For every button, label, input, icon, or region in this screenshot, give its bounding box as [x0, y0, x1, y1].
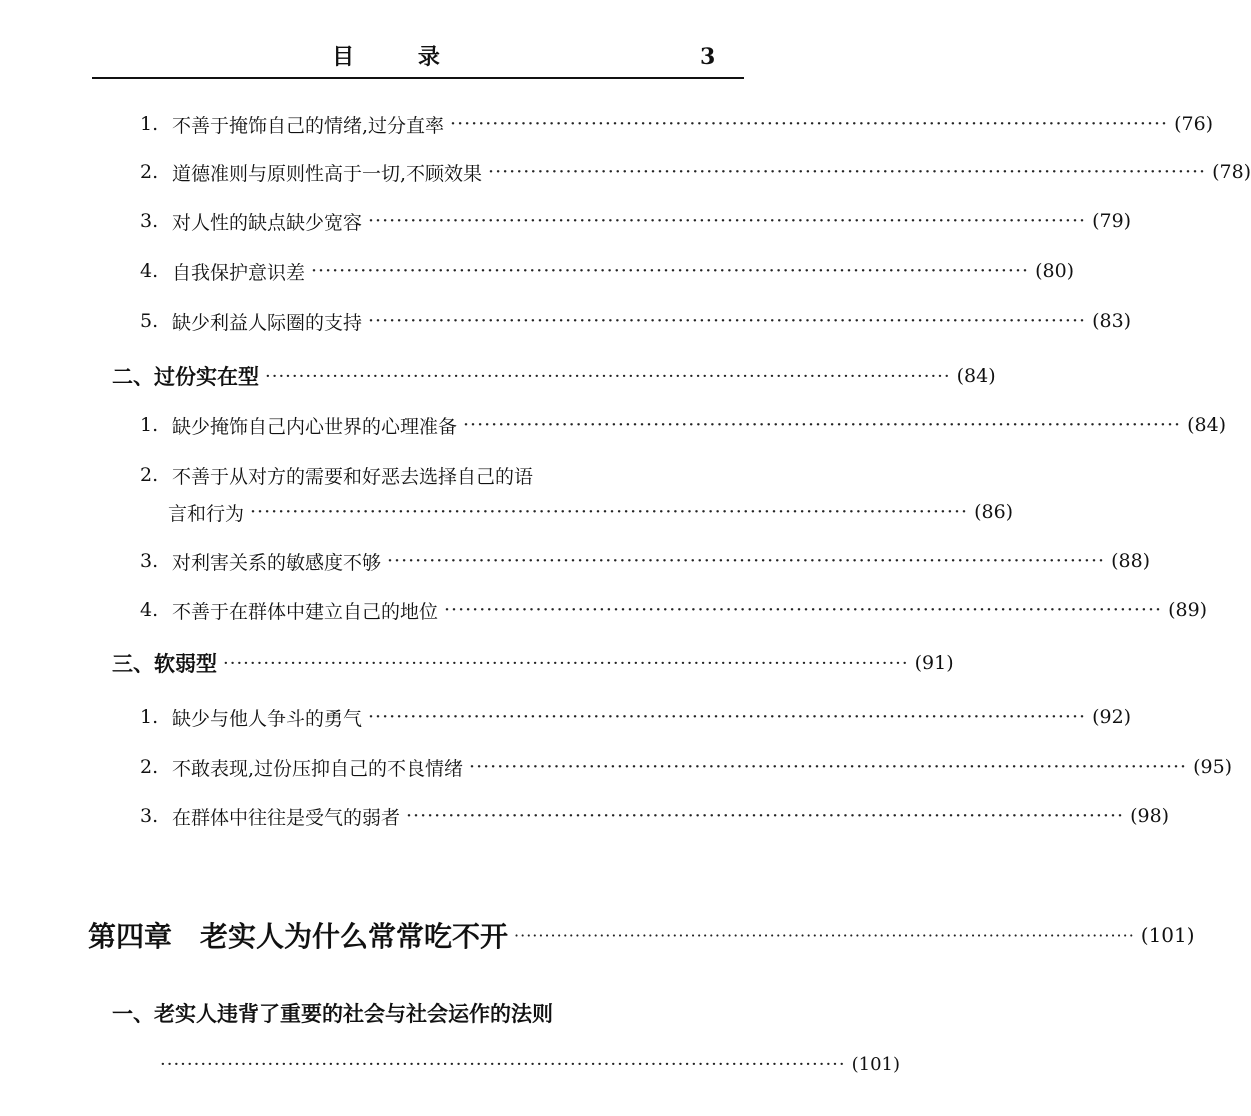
entry-page: (95)	[1193, 756, 1233, 778]
toc-entry[interactable]	[140, 301, 1132, 341]
page-number: 3	[700, 44, 716, 70]
entry-page: (89)	[1168, 599, 1208, 621]
entry-title: 不善于掩饰自己的情绪,过分直率	[172, 114, 445, 137]
entry-title: 在群体中往往是受气的弱者	[172, 806, 401, 829]
dot-leader: ······································································································	[450, 113, 1169, 135]
toc-entry[interactable]	[140, 541, 1151, 581]
entry-title: 缺少与他人争斗的勇气	[172, 707, 363, 730]
entry-number: 2.	[140, 161, 159, 183]
toc-entry[interactable]	[140, 152, 1251, 192]
dot-leader: ······································································································	[514, 925, 1135, 945]
entry-number: 5.	[140, 310, 159, 332]
section-page: (91)	[914, 652, 954, 674]
entry-number: 3.	[140, 805, 159, 827]
toc-entry[interactable]	[140, 590, 1208, 630]
entry-title: 自我保护意识差	[172, 261, 306, 284]
dot-leader: ······································································································	[368, 706, 1087, 728]
dot-leader: ······································································································	[265, 365, 951, 387]
entry-page: (86)	[974, 501, 1014, 523]
toc-entry[interactable]	[140, 455, 742, 495]
dot-leader: ······································································································	[368, 310, 1087, 332]
entry-page: (78)	[1212, 161, 1251, 183]
entry-number: 2.	[140, 464, 159, 486]
toc-entry[interactable]	[140, 697, 1132, 737]
entry-page: (80)	[1035, 260, 1075, 282]
entry-title: 不善于从对方的需要和好恶去选择自己的语	[172, 465, 534, 488]
entry-page: (84)	[1187, 414, 1227, 436]
toc-entry[interactable]	[140, 201, 1132, 241]
entry-title-continuation: 言和行为	[168, 502, 245, 525]
dot-leader: ······································································································	[469, 756, 1188, 778]
entry-number: 4.	[140, 599, 159, 621]
dot-leader: ······································································································	[444, 599, 1163, 621]
entry-title: 不敢表现,过份压抑自己的不良情绪	[172, 757, 464, 780]
entry-page: (79)	[1092, 210, 1132, 232]
entry-title: 对人性的缺点缺少宽容	[172, 211, 363, 234]
dot-leader: ······································································································	[311, 260, 1030, 282]
dot-leader: ······································································································	[160, 1053, 846, 1075]
top-margin	[0, 0, 828, 30]
running-header-title: 目 录	[332, 44, 468, 70]
toc-entry[interactable]	[140, 104, 1214, 144]
toc-chapter[interactable]	[88, 910, 1195, 960]
entry-page: (98)	[1130, 805, 1170, 827]
dot-leader: ······································································································	[223, 652, 909, 674]
entry-number: 3.	[140, 210, 159, 232]
chapter-title: 第四章 老实人为什么常常吃不开	[88, 920, 509, 953]
entry-title: 对利害关系的敏感度不够	[172, 551, 382, 574]
section-page: (101)	[851, 1053, 901, 1075]
dot-leader: ······································································································	[368, 210, 1087, 232]
entry-page: (88)	[1111, 550, 1151, 572]
entry-number: 1.	[140, 414, 159, 436]
toc-section[interactable]	[112, 643, 954, 683]
entry-title: 缺少掩饰自己内心世界的心理准备	[172, 415, 458, 438]
toc-entry[interactable]	[140, 796, 1170, 836]
section-page: (84)	[956, 365, 996, 387]
toc-entry-continuation[interactable]	[168, 492, 1014, 532]
dot-leader: ······································································································	[463, 414, 1182, 436]
entry-number: 1.	[140, 706, 159, 728]
entry-page: (83)	[1092, 310, 1132, 332]
toc-section-title[interactable]: 一、老实人违背了重要的社会与社会运作的法则	[112, 1001, 553, 1026]
entry-title: 缺少利益人际圈的支持	[172, 311, 363, 334]
dot-leader: ······································································································	[250, 501, 969, 523]
entry-number: 2.	[140, 756, 159, 778]
entry-page: (76)	[1174, 113, 1214, 135]
entry-number: 3.	[140, 550, 159, 572]
bottom-margin	[0, 1086, 828, 1116]
section-title: 二、过份实在型	[112, 364, 259, 389]
entry-title: 不善于在群体中建立自己的地位	[172, 600, 439, 623]
dot-leader: ······································································································	[406, 805, 1125, 827]
entry-number: 4.	[140, 260, 159, 282]
toc-section[interactable]	[112, 356, 996, 396]
entry-number: 1.	[140, 113, 159, 135]
entry-title: 道德准则与原则性高于一切,不顾效果	[172, 162, 483, 185]
toc-entry[interactable]	[140, 405, 1227, 445]
header-rule	[92, 77, 744, 79]
dot-leader: ······································································································	[387, 550, 1106, 572]
entry-page: (92)	[1092, 706, 1132, 728]
toc-entry[interactable]	[140, 251, 1075, 291]
toc-section-continuation[interactable]	[160, 1044, 901, 1084]
chapter-page: (101)	[1140, 923, 1195, 947]
toc-entry[interactable]	[140, 747, 1233, 787]
dot-leader: ······································································································	[488, 161, 1207, 183]
section-title: 三、软弱型	[112, 651, 217, 676]
